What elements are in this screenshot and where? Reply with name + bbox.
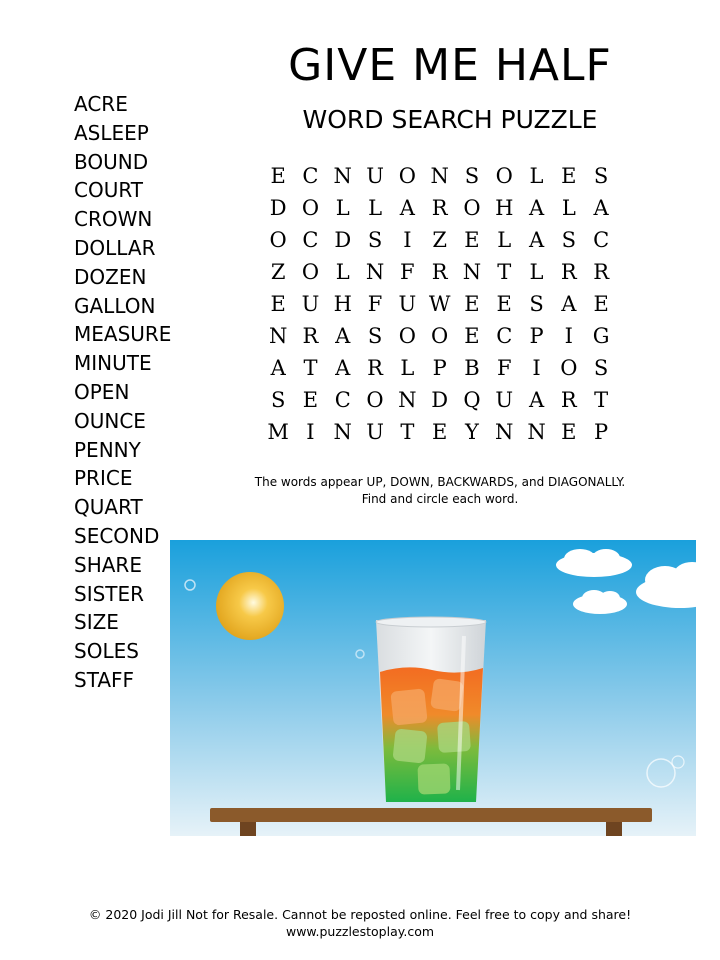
word-list-item: ACRE [74,92,128,116]
grid-letter[interactable]: L [335,260,350,284]
grid-letter[interactable]: A [528,388,545,412]
grid-letter[interactable]: U [301,292,320,316]
grid-letter[interactable]: L [529,260,544,284]
puzzle-title: GIVE ME HALF [288,40,612,91]
grid-letter[interactable]: R [560,260,577,284]
letter-grid [262,160,617,448]
illustration-svg [170,540,696,836]
grid-letter[interactable]: C [302,164,319,188]
word-list-item: PENNY [74,437,141,462]
word-list-item: OPEN [74,379,130,404]
grid-letter[interactable]: O [431,324,449,348]
grid-letter[interactable]: E [561,164,577,188]
grid-letter[interactable]: I [306,420,315,444]
word-list-item: BOUND [74,149,149,174]
word-list-item: QUART [74,495,143,520]
grid-letter[interactable]: I [403,228,412,252]
grid-letter[interactable]: S [561,228,577,252]
grid-letter[interactable]: H [333,292,352,316]
grid-letter[interactable]: S [367,324,383,348]
grid-letter[interactable]: O [560,356,578,380]
grid-letter[interactable]: Q [463,388,481,412]
table-leg [240,822,256,836]
grid-letter[interactable]: C [302,228,319,252]
grid-letter[interactable]: Z [432,228,447,252]
word-list-item: MEASURE [74,322,172,347]
grid-letter[interactable]: S [593,164,609,188]
grid-letter[interactable]: T [594,388,609,412]
word-list-item: CROWN [74,207,153,232]
grid-letter[interactable]: S [593,356,609,380]
instructions-line-2: Find and circle each word. [361,492,519,506]
grid-letter[interactable]: S [270,388,286,412]
table-leg [606,822,622,836]
grid-letter[interactable]: E [302,388,319,412]
grid-letter[interactable]: R [431,196,448,220]
grid-letter[interactable]: N [527,420,546,444]
grid-letter[interactable]: C [496,324,513,348]
grid-letter[interactable]: N [268,324,288,348]
grid-letter[interactable]: C [334,388,351,412]
grid-letter[interactable]: S [464,164,480,188]
word-list-item: SIZE [74,610,119,635]
grid-letter[interactable]: F [496,356,512,380]
word-list-item: MINUTE [74,351,152,376]
grid-letter[interactable]: E [561,420,577,444]
website-link[interactable]: www.puzzlestoplay.com [285,924,435,939]
grid-letter[interactable]: U [366,164,384,188]
grid-letter[interactable]: I [564,324,573,348]
word-list-item: SISTER [74,581,145,606]
grid-letter[interactable]: D [431,388,449,412]
grid-letter[interactable]: O [301,260,320,284]
grid-letter[interactable]: R [302,324,319,348]
grid-letter[interactable]: R [431,260,448,284]
instructions [240,474,640,508]
grid-letter[interactable]: N [333,420,352,444]
grid-letter[interactable]: N [462,260,482,284]
grid-letter[interactable]: L [335,196,350,220]
grid-letter[interactable]: Z [270,260,286,284]
grid-letter[interactable]: R [560,388,577,412]
word-list-item: SHARE [74,552,142,577]
grid-letter[interactable]: N [430,164,449,188]
grid-letter[interactable]: F [400,260,415,284]
grid-letter[interactable]: A [528,228,545,252]
grid-letter[interactable]: D [269,196,287,220]
grid-letter[interactable]: I [532,356,541,380]
grid-letter[interactable]: N [495,420,514,444]
word-list-item: DOLLAR [74,235,156,260]
grid-letter[interactable]: E [496,292,512,316]
grid-letter[interactable]: E [431,420,448,444]
grid-letter[interactable]: E [464,292,480,316]
puzzle-subtitle: WORD SEARCH PUZZLE [302,105,598,134]
grid-letter[interactable]: O [366,388,384,412]
instructions-line-1: The words appear UP, DOWN, BACKWARDS, and DIAGONALLY. [254,475,626,489]
grid-letter[interactable]: L [368,196,383,220]
copyright-text: © 2020 Jodi Jill Not for Resale. Cannot be reposted online. Feel free to copy and share! [88,907,632,922]
grid-letter[interactable]: R [593,260,610,284]
sun-icon [216,572,284,640]
grid-letter[interactable]: S [529,292,544,316]
grid-letter[interactable]: O [463,196,481,220]
word-list [74,90,171,695]
grid-letter[interactable]: L [497,228,512,252]
grid-letter[interactable]: W [428,292,451,316]
grid-letter[interactable]: Y [464,420,479,444]
grid-letter[interactable]: A [399,196,415,220]
grid-letter[interactable]: U [495,388,514,412]
grid-letter[interactable]: H [495,196,514,220]
grid-letter[interactable]: U [366,420,384,444]
grid-letter[interactable]: A [335,356,351,380]
word-list-item: SOLES [74,639,139,664]
word-list-item: STAFF [74,667,135,692]
grid-letter[interactable]: A [270,356,286,380]
grid-letter[interactable]: O [398,324,416,348]
grid-letter[interactable]: P [594,420,609,444]
grid-letter[interactable]: B [464,356,480,380]
glass-icon [376,617,486,802]
grid-letter[interactable]: N [365,260,385,284]
grid-letter[interactable]: L [400,356,415,380]
grid-letter[interactable]: A [593,196,609,220]
grid-letter[interactable]: T [303,356,318,380]
grid-letter[interactable]: O [495,164,513,188]
grid-letter[interactable]: A [335,324,351,348]
grid-letter[interactable]: S [367,228,383,252]
grid-letter[interactable]: R [367,356,383,380]
word-list-item: GALLON [74,293,156,318]
grid-letter[interactable]: O [301,196,320,220]
grid-letter[interactable]: O [398,164,416,188]
footer [0,906,720,940]
grid-letter[interactable]: L [561,196,576,220]
grid-letter[interactable]: U [398,292,417,316]
grid-letter[interactable]: O [269,228,287,252]
grid-letter[interactable]: L [529,164,544,188]
drink-illustration [170,540,696,836]
grid-letter[interactable]: D [334,228,352,252]
word-list-item: SECOND [74,523,160,548]
word-list-item: PRICE [74,466,133,491]
word-list-item: COURT [74,178,144,203]
grid-letter[interactable]: A [561,292,577,316]
grid-letter[interactable]: P [432,356,447,380]
grid-letter[interactable]: G [592,324,610,348]
grid-letter[interactable]: E [593,292,609,316]
grid-letter[interactable]: C [593,228,610,252]
grid-letter[interactable]: P [529,324,544,348]
grid-letter[interactable]: E [464,324,480,348]
grid-letter[interactable]: A [528,196,545,220]
table-top [210,808,652,822]
grid-letter[interactable]: E [270,164,286,188]
grid-letter[interactable]: T [497,260,512,284]
grid-letter[interactable]: E [270,292,286,316]
grid-letter[interactable]: N [398,388,417,412]
grid-letter[interactable]: T [400,420,415,444]
grid-letter[interactable]: M [267,420,289,444]
word-list-item: ASLEEP [74,120,149,145]
word-list-item: OUNCE [74,408,146,433]
word-list-item: DOZEN [74,264,147,289]
grid-letter[interactable]: N [333,164,352,188]
grid-letter[interactable]: F [367,292,383,316]
grid-letter[interactable]: E [464,228,480,252]
